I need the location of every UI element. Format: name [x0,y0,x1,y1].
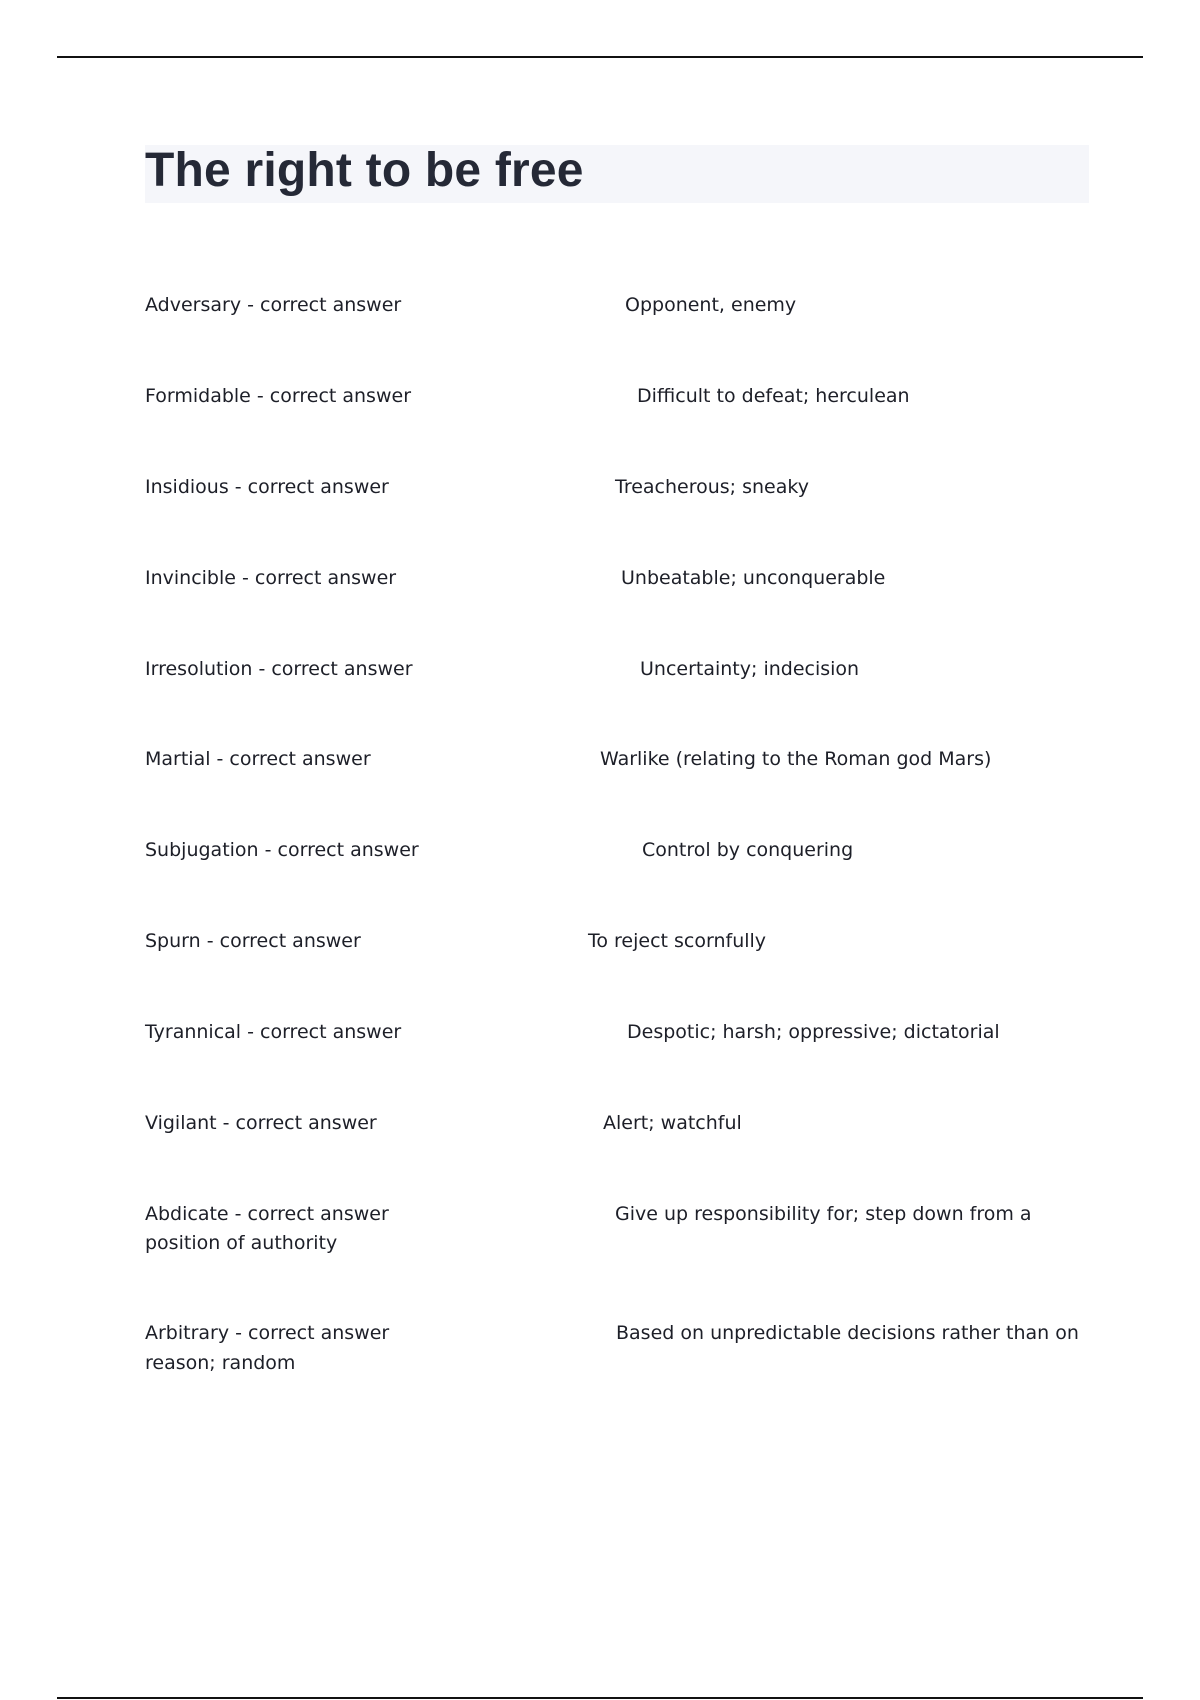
footer-rule [57,1697,1143,1699]
page-title: The right to be free [145,144,584,197]
card-definition: Warlike (relating to the Roman god Mars) [600,748,992,770]
card-term: Adversary - correct answer [145,294,402,316]
card-term: Spurn - correct answer [145,930,361,952]
card-definition: Based on unpredictable decisions rather than on [616,1322,1079,1344]
card-term: Subjugation - correct answer [145,839,419,861]
card-definition: Give up responsibility for; step down from a [615,1203,1032,1225]
card-definition: Uncertainty; indecision [640,658,860,680]
card-term-continuation: position of authority [145,1232,338,1254]
card-term: Formidable - correct answer [145,385,411,407]
card-term: Insidious - correct answer [145,476,389,498]
card-term: Martial - correct answer [145,748,371,770]
card-definition: Opponent, enemy [625,294,797,316]
card-definition: Despotic; harsh; oppressive; dictatorial [627,1021,1000,1043]
card-definition: To reject scornfully [588,930,767,952]
card-term: Tyrannical - correct answer [145,1021,402,1043]
card-definition: Unbeatable; unconquerable [621,567,886,589]
card-term: Abdicate - correct answer [145,1203,389,1225]
card-term: Invincible - correct answer [145,567,397,589]
card-definition: Difficult to defeat; herculean [637,385,910,407]
header-rule [57,56,1143,58]
card-definition: Control by conquering [642,839,854,861]
card-term: Arbitrary - correct answer [145,1322,390,1344]
card-definition: Treacherous; sneaky [615,476,809,498]
card-term-continuation: reason; random [145,1352,296,1374]
card-term: Irresolution - correct answer [145,658,413,680]
card-definition: Alert; watchful [603,1112,742,1134]
card-term: Vigilant - correct answer [145,1112,377,1134]
